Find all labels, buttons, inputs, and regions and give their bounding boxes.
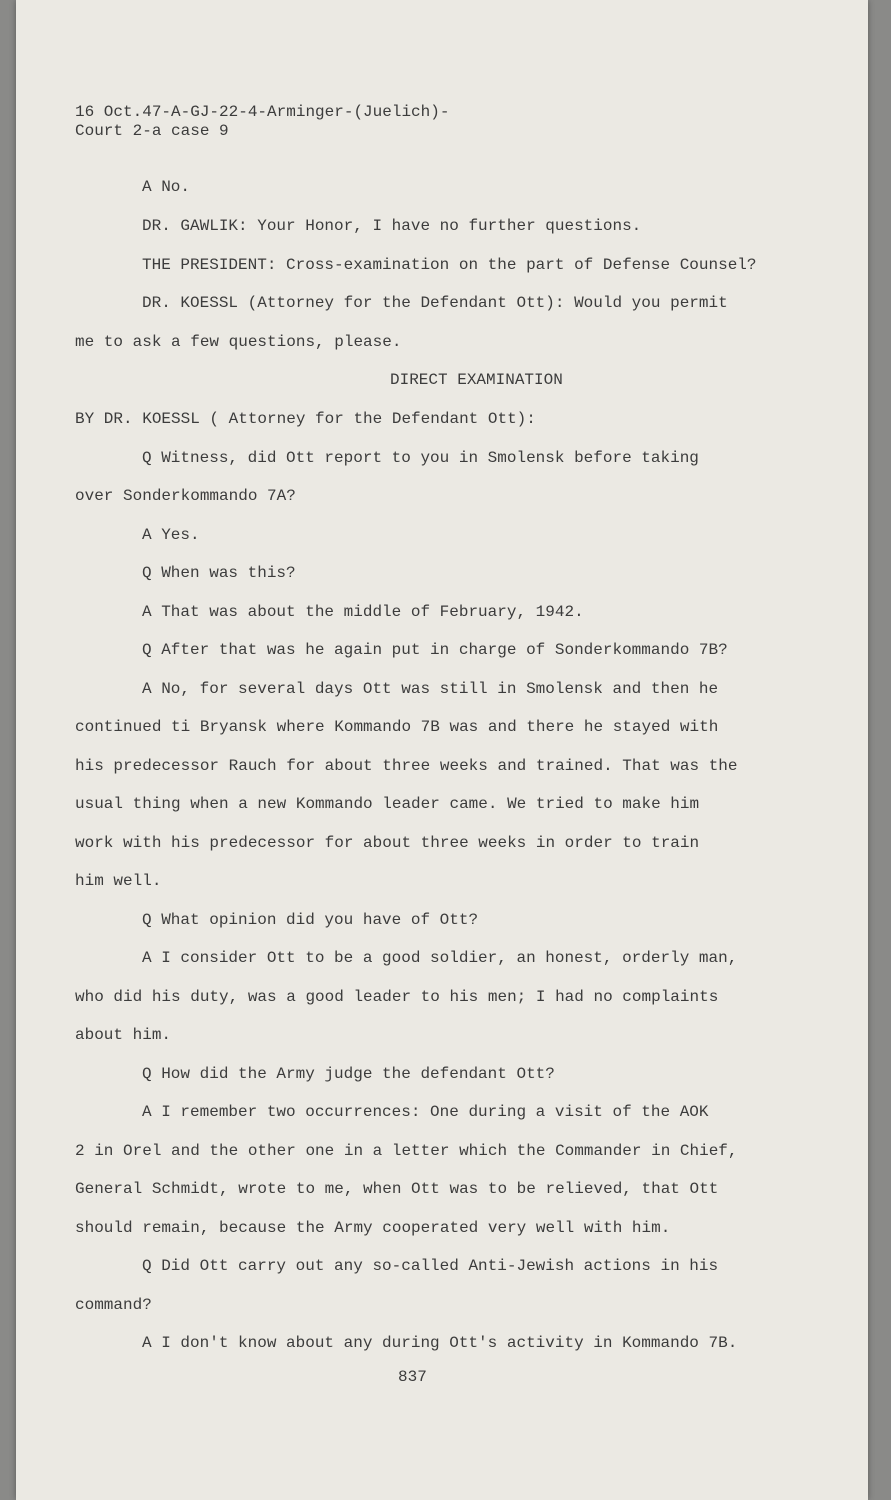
header-line-1: 16 Oct.47-A-GJ-22-4-Arminger-(Juelich)- (75, 103, 450, 121)
text-line: General Schmidt, wrote to me, when Ott was to be relieved, that Ott (75, 1180, 719, 1198)
text-line: THE PRESIDENT: Cross-examination on the part of Defense Counsel? (142, 256, 757, 274)
text-line: work with his predecessor for about three weeks in order to train (75, 834, 700, 852)
text-line: should remain, because the Army cooperated very well with him. (75, 1219, 671, 1237)
text-line: about him. (75, 1026, 172, 1044)
text-line: 2 in Orel and the other one in a letter which the Commander in Chief, (75, 1142, 738, 1160)
text-line: DR. KOESSL (Attorney for the Defendant Ott): Would you permit (142, 294, 728, 312)
text-line: A I remember two occurrences: One during a visit of the AOK (142, 1103, 709, 1121)
text-line: Q Did Ott carry out any so-called Anti-Jewish actions in his (142, 1257, 719, 1275)
text-line: A No, for several days Ott was still in Smolensk and then he (142, 680, 719, 698)
text-line: A No. (142, 178, 191, 196)
text-line: continued ti Bryansk where Kommando 7B was and there he stayed with (75, 718, 719, 736)
text-line: DR. GAWLIK: Your Honor, I have no further questions. (142, 217, 642, 235)
text-line: A I consider Ott to be a good soldier, an honest, orderly man, (142, 949, 738, 967)
header-line-2: Court 2-a case 9 (75, 122, 229, 140)
text-line: A That was about the middle of February, 1942. (142, 603, 584, 621)
text-line: Q When was this? (142, 564, 296, 582)
text-line: him well. (75, 872, 162, 890)
text-line: A Yes. (142, 526, 200, 544)
text-line: command? (75, 1296, 152, 1314)
text-line: A I don't know about any during Ott's activity in Kommando 7B. (142, 1334, 738, 1352)
text-line: his predecessor Rauch for about three weeks and trained. That was the (75, 757, 738, 775)
text-line: Q Witness, did Ott report to you in Smolensk before taking (142, 449, 699, 467)
text-line: Q How did the Army judge the defendant Ott? (142, 1065, 555, 1083)
text-line: Q After that was he again put in charge of Sonderkommando 7B? (142, 641, 728, 659)
text-line: Q What opinion did you have of Ott? (142, 911, 479, 929)
section-heading: DIRECT EXAMINATION (390, 371, 563, 389)
text-line: who did his duty, was a good leader to his men; I had no complaints (75, 988, 719, 1006)
page-number: 837 (398, 1368, 427, 1386)
text-line: usual thing when a new Kommando leader came. We tried to make him (75, 795, 700, 813)
text-line: BY DR. KOESSL ( Attorney for the Defendant Ott): (75, 410, 536, 428)
document-page (16, 0, 868, 1500)
text-line: me to ask a few questions, please. (75, 333, 402, 351)
text-line: over Sonderkommando 7A? (75, 487, 296, 505)
